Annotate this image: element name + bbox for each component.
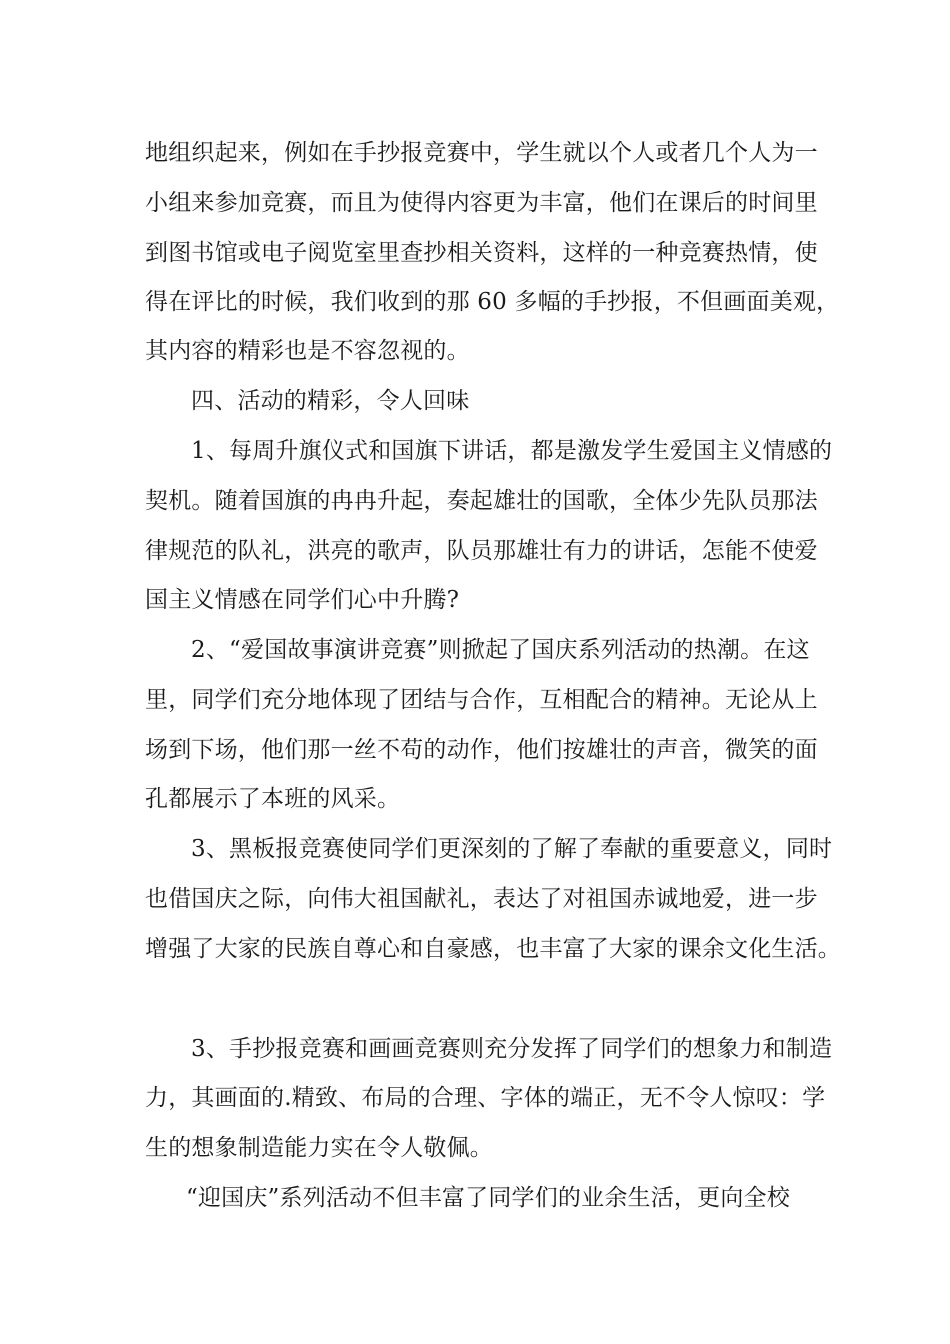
text-line: 也借国庆之际，向伟大祖国献礼，表达了对祖国赤诚地爱，进一步 xyxy=(145,886,818,912)
text-line: 其内容的精彩也是不容忽视的。 xyxy=(145,338,470,364)
text-line: 到图书馆或电子阅览室里查抄相关资料，这样的一种竞赛热情，使 xyxy=(145,240,818,266)
text-line: 国主义情感在同学们心中升腾? xyxy=(145,587,460,613)
text-line: 里，同学们充分地体现了团结与合作，互相配合的精神。无论从上 xyxy=(145,687,818,713)
text-line: 场到下场，他们那一丝不苟的动作，他们按雄壮的声音，微笑的面 xyxy=(145,737,818,763)
section-heading: 四、活动的精彩，令人回味 xyxy=(191,388,470,414)
text-line: 地组织起来，例如在手抄报竞赛中，学生就以个人或者几个人为一 xyxy=(145,140,818,166)
text-line: 得在评比的时候，我们收到的那 60 多幅的手抄报，不但画面美观， xyxy=(145,289,840,315)
text-line: 小组来参加竞赛，而且为使得内容更为丰富，他们在课后的时间里 xyxy=(145,190,818,216)
text-line: 3、黑板报竞赛使同学们更深刻的了解了奉献的重要意义，同时 xyxy=(191,836,833,862)
text-line: 增强了大家的民族自尊心和自豪感，也丰富了大家的课余文化生活。 xyxy=(145,936,841,962)
text-line: 孔都展示了本班的风采。 xyxy=(145,786,401,812)
text-line: 2、“爱国故事演讲竞赛”则掀起了国庆系列活动的热潮。在这 xyxy=(191,637,810,663)
text-line: 力，其画面的.精致、布局的合理、字体的端正，无不令人惊叹：学 xyxy=(145,1085,826,1111)
text-line: “迎国庆”系列活动不但丰富了同学们的业余生活，更向全校 xyxy=(186,1185,790,1211)
text-line: 契机。随着国旗的冉冉升起，奏起雄壮的国歌，全体少先队员那法 xyxy=(145,488,818,514)
text-line: 3、手抄报竞赛和画画竞赛则充分发挥了同学们的想象力和制造 xyxy=(191,1036,833,1062)
text-line: 生的想象制造能力实在令人敬佩。 xyxy=(145,1135,493,1161)
text-line: 1、每周升旗仪式和国旗下讲话，都是激发学生爱国主义情感的 xyxy=(191,438,833,464)
text-line: 律规范的队礼，洪亮的歌声，队员那雄壮有力的讲话，怎能不使爱 xyxy=(145,538,818,564)
